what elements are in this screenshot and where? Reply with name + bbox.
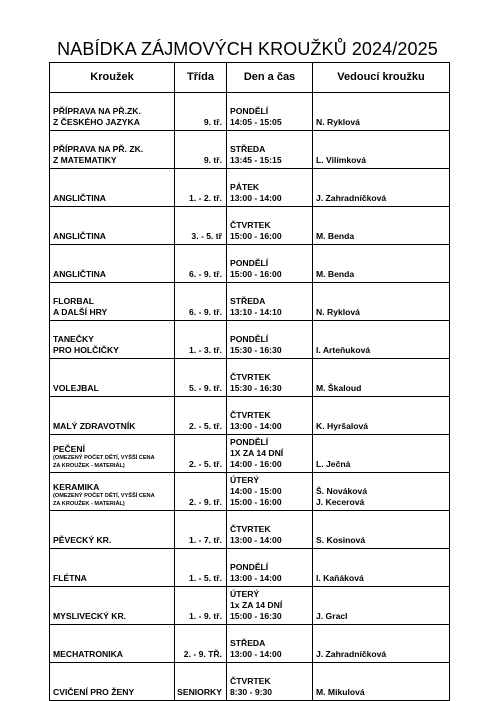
table-row [50, 587, 450, 625]
leader-name: L. Vilímková [316, 155, 366, 165]
header-leader: Vedoucí kroužku [313, 63, 450, 93]
day-time-value: PONDĚLÍ [230, 258, 269, 268]
day-time-cell [227, 663, 313, 701]
day-time-value: 13:45 - 15:15 [230, 155, 282, 165]
day-time-cell [227, 359, 313, 397]
table-row [50, 131, 450, 169]
club-name: CVIČENÍ PRO ŽENY [53, 687, 135, 697]
club-name: FLORBAL [53, 296, 95, 306]
leader-name: J. Gracl [316, 611, 348, 621]
grade-value: 1. - 9. tř. [189, 611, 222, 621]
grade-cell [175, 511, 227, 549]
day-time-value: 13:00 - 14:00 [230, 193, 282, 203]
grade-value: 2. - 5. tř. [189, 459, 222, 469]
leader-cell [313, 511, 450, 549]
club-name-cell [50, 435, 175, 473]
day-time-value: 8:30 - 9:30 [230, 687, 273, 697]
table-row [50, 473, 450, 511]
leader-name: J. Kecerová [316, 497, 365, 507]
table-row [50, 245, 450, 283]
grade-value: SENIORKY [177, 687, 222, 697]
day-time-value: ČTVRTEK [230, 410, 271, 420]
club-name: VOLEJBAL [53, 383, 99, 393]
day-time-cell [227, 549, 313, 587]
grade-value: 1. - 7. tř. [189, 535, 222, 545]
grade-cell [175, 359, 227, 397]
day-time-value: STŘEDA [230, 296, 266, 306]
clubs-table [49, 62, 450, 701]
club-name: TANEČKY [53, 334, 94, 344]
table-row [50, 359, 450, 397]
grade-cell [175, 663, 227, 701]
header-grade: Třída [175, 63, 227, 93]
grade-cell [175, 169, 227, 207]
table-row [50, 511, 450, 549]
leader-cell [313, 625, 450, 663]
grade-value: 1. - 5. tř. [189, 573, 222, 583]
table-row [50, 283, 450, 321]
table-row [50, 663, 450, 701]
club-name-cell [50, 549, 175, 587]
table-row [50, 397, 450, 435]
day-time-value: 14:00 - 15:00 [230, 486, 282, 496]
leader-cell [313, 435, 450, 473]
day-time-value: 13:10 - 14:10 [230, 307, 282, 317]
grade-value: 6. - 9. tř. [189, 269, 222, 279]
day-time-value: 13:00 - 14:00 [230, 649, 282, 659]
club-name-cell [50, 245, 175, 283]
club-name: MALÝ ZDRAVOTNÍK [53, 421, 136, 431]
club-name: PĚVECKÝ KR. [53, 535, 112, 545]
day-time-value: 13:00 - 14:00 [230, 573, 282, 583]
club-note: (OMEZENÝ POČET DĚTÍ, VYŠŠÍ CENA [53, 455, 155, 461]
grade-cell [175, 587, 227, 625]
day-time-cell [227, 321, 313, 359]
club-name: MECHATRONIKA [53, 649, 124, 659]
leader-name: I. Kaňáková [316, 573, 364, 583]
table-header-row [50, 63, 450, 93]
leader-name: M. Škaloud [316, 383, 362, 393]
grade-value: 6. - 9. tř. [189, 307, 222, 317]
leader-name: N. Ryklová [316, 117, 360, 127]
club-name: PEČENÍ [53, 444, 85, 454]
day-time-value: ČTVRTEK [230, 676, 271, 686]
club-name-cell [50, 321, 175, 359]
club-name: ANGLIČTINA [53, 269, 106, 279]
grade-cell [175, 283, 227, 321]
leader-cell [313, 169, 450, 207]
club-name-cell [50, 625, 175, 663]
table-row [50, 549, 450, 587]
table-row [50, 169, 450, 207]
leader-cell [313, 549, 450, 587]
grade-value: 1. - 2. tř. [189, 193, 222, 203]
leader-cell [313, 207, 450, 245]
table-row [50, 625, 450, 663]
table-row [50, 93, 450, 131]
club-name: ANGLIČTINA [53, 231, 106, 241]
club-name-cell [50, 587, 175, 625]
leader-cell [313, 587, 450, 625]
grade-cell [175, 435, 227, 473]
day-time-cell [227, 625, 313, 663]
table-row [50, 435, 450, 473]
page-title: NABÍDKA ZÁJMOVÝCH KROUŽKŮ 2024/2025 [57, 39, 438, 59]
club-name-cell [50, 207, 175, 245]
club-name: Z MATEMATIKY [53, 155, 117, 165]
leader-cell [313, 359, 450, 397]
day-time-cell [227, 245, 313, 283]
leader-name: K. Hyršalová [316, 421, 369, 431]
club-name: PRO HOLČIČKY [53, 345, 119, 355]
club-name-cell [50, 511, 175, 549]
leader-name: I. Arteňuková [316, 345, 371, 355]
leader-name: N. Ryklová [316, 307, 360, 317]
day-time-value: 15:30 - 16:30 [230, 383, 282, 393]
day-time-value: 14:05 - 15:05 [230, 117, 282, 127]
grade-value: 9. tř. [203, 155, 222, 165]
day-time-value: PONDĚLÍ [230, 437, 269, 447]
day-time-value: STŘEDA [230, 144, 266, 154]
day-time-value: ČTVRTEK [230, 372, 271, 382]
leader-cell [313, 663, 450, 701]
day-time-value: STŘEDA [230, 638, 266, 648]
day-time-cell [227, 397, 313, 435]
club-note: ZA KROUŽEK - MATERIÁL) [53, 462, 125, 469]
day-time-value: 15:00 - 16:00 [230, 231, 282, 241]
day-time-value: 14:00 - 16:00 [230, 459, 282, 469]
day-time-value: ÚTERÝ [230, 589, 260, 599]
club-name: PŘÍPRAVA NA PŘ.ZK. [53, 106, 141, 116]
grade-value: 9. tř. [203, 117, 222, 127]
grade-value: 2. - 9. tř. [189, 497, 222, 507]
club-name-cell [50, 359, 175, 397]
club-name-cell [50, 397, 175, 435]
day-time-value: PÁTEK [230, 182, 260, 192]
grade-value: 5. - 9. tř. [189, 383, 222, 393]
leader-cell [313, 397, 450, 435]
day-time-cell [227, 93, 313, 131]
day-time-value: 15:00 - 16:00 [230, 497, 282, 507]
grade-value: 3. - 5. tř [191, 231, 222, 241]
day-time-value: 15:30 - 16:30 [230, 345, 282, 355]
club-note: (OMEZENÝ POČET DĚTÍ, VYŠŠÍ CENA [53, 493, 155, 499]
leader-name: J. Zahradníčková [316, 193, 387, 203]
grade-cell [175, 131, 227, 169]
grade-value: 1. - 3. tř. [189, 345, 222, 355]
day-time-value: PONDĚLÍ [230, 562, 269, 572]
day-time-cell [227, 587, 313, 625]
grade-cell [175, 245, 227, 283]
grade-cell [175, 321, 227, 359]
day-time-value: 13:00 - 14:00 [230, 421, 282, 431]
header-day-time: Den a čas [227, 63, 313, 93]
day-time-value: PONDĚLÍ [230, 334, 269, 344]
leader-cell [313, 131, 450, 169]
club-name-cell [50, 663, 175, 701]
leader-name: M. Mikulová [316, 687, 365, 697]
leader-name: J. Zahradníčková [316, 649, 387, 659]
day-time-value: ČTVRTEK [230, 524, 271, 534]
leader-cell [313, 321, 450, 359]
day-time-value: 1x ZA 14 DNÍ [230, 600, 283, 610]
club-name: KERAMIKA [53, 482, 100, 492]
club-name: ANGLIČTINA [53, 193, 106, 203]
day-time-value: 15:00 - 16:00 [230, 269, 282, 279]
grade-value: 2. - 9. TŘ. [183, 649, 222, 659]
day-time-value: PONDĚLÍ [230, 106, 269, 116]
grade-cell [175, 625, 227, 663]
grade-cell [175, 93, 227, 131]
leader-name: L. Ječná [316, 459, 351, 469]
day-time-value: 1X ZA 14 DNÍ [230, 448, 284, 458]
header-club: Kroužek [50, 63, 175, 93]
leader-cell [313, 245, 450, 283]
day-time-cell [227, 283, 313, 321]
table-body [50, 93, 450, 701]
day-time-cell [227, 169, 313, 207]
leader-cell [313, 283, 450, 321]
club-name-cell [50, 283, 175, 321]
leader-name: S. Kosinová [316, 535, 366, 545]
club-name: MYSLIVECKÝ KR. [53, 611, 127, 621]
club-name-cell [50, 93, 175, 131]
day-time-cell [227, 473, 313, 511]
day-time-value: ÚTERÝ [230, 475, 260, 485]
grade-value: 2. - 5. tř. [189, 421, 222, 431]
day-time-cell [227, 511, 313, 549]
day-time-cell [227, 207, 313, 245]
leader-cell [313, 93, 450, 131]
club-name: FLÉTNA [53, 573, 87, 583]
leader-cell [313, 473, 450, 511]
grade-cell [175, 207, 227, 245]
day-time-cell [227, 435, 313, 473]
day-time-value: ČTVRTEK [230, 220, 271, 230]
club-name-cell [50, 131, 175, 169]
club-name: Z ČESKÉHO JAZYKA [53, 117, 140, 127]
club-name-cell [50, 169, 175, 207]
day-time-value: 15:00 - 16:30 [230, 611, 282, 621]
table-row [50, 321, 450, 359]
club-note: ZA KROUŽEK - MATERIÁL) [53, 500, 125, 507]
grade-cell [175, 397, 227, 435]
day-time-value: 13:00 - 14:00 [230, 535, 282, 545]
table-row [50, 207, 450, 245]
club-name: PŘÍPRAVA NA PŘ. ZK. [53, 144, 144, 154]
leader-name: M. Benda [316, 269, 355, 279]
grade-cell [175, 549, 227, 587]
club-name: A DALŠÍ HRY [53, 307, 108, 317]
grade-cell [175, 473, 227, 511]
club-name-cell [50, 473, 175, 511]
day-time-cell [227, 131, 313, 169]
leader-name: Š. Nováková [316, 486, 368, 496]
leader-name: M. Benda [316, 231, 355, 241]
